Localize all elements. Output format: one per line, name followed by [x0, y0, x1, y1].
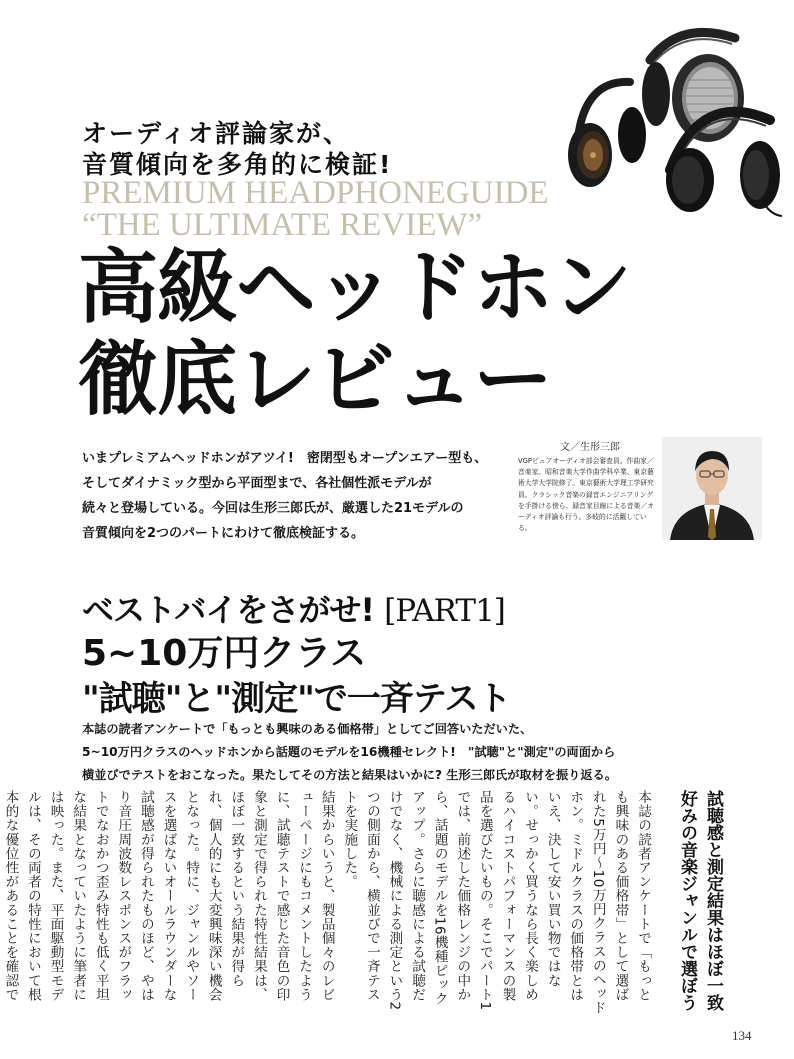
author-byline: 文／生形三郎	[560, 442, 620, 453]
english-title-line-2: “THE ULTIMATE REVIEW”	[82, 207, 483, 243]
intro-paragraph	[82, 446, 512, 546]
subtitle-line: 本誌の読者アンケートで「もっとも興味のある価格帯」としてご回答いただいた、	[82, 722, 533, 736]
article-heading	[666, 790, 726, 1020]
subtitle-line: 5~10万円クラスのヘッドホンから話題のモデルを16機種セレクト! "試聴"と"測定"の両面から	[82, 745, 616, 759]
intro-line: 音質傾向を2つのパートにわけて徹底検証する。	[82, 526, 365, 541]
article-paragraph: 結果からいうと、製品個々のレビューページにもコメントしたように、試聴テストで感じた音色の印象と測定で得られた特性結果は、ほぼ一致するという結果が得られ、個人的にも大変興味深い機会となった。特に、ジャンルやソースを選ばないオールラウンダーな試聴感が得られたものほど、やはり音圧周波数レスポンスがフラットでなおかつ歪み特性も低く平坦な結果となっていたように筆者には映った。また、平面駆動型モデルは、その両者の特性において根本的な優位性があることを確認で	[2, 790, 335, 1002]
closed-headphone-illustration	[568, 82, 646, 187]
lead-line-2: 音質傾向を多角的に検証!	[82, 150, 393, 179]
lead-line-1: オーディオ評論家が、	[82, 119, 351, 148]
article-heading-line: 試聴感と測定結果はほぼ一致	[703, 790, 723, 1011]
article-body	[2, 790, 654, 1015]
article-heading-line: 好みの音楽ジャンルで選ぼう	[677, 790, 697, 1011]
intro-line: 続々と登場している。今回は生形三郎氏が、厳選した21モデルの	[82, 501, 464, 516]
author-bio: VGPピュアオーディオ部会審査員。作曲家／音楽家。昭和音楽大学作曲学科卒業、東京藝術大学大学院修了。東京藝術大学理工学研究員。クラシック音楽の録音エンジニアリングを手掛ける傍ら、録音家目線による音楽／オーディオ評論も行う。多岐的に活躍している。	[518, 457, 654, 533]
intro-line: そしてダイナミック型から平面型まで、各社個性派モデルが	[82, 476, 432, 491]
section-title-line-1	[82, 590, 505, 631]
intro-line: いまプレミアムヘッドホンがアツイ! 密閉型もオープンエアー型も、	[82, 451, 488, 466]
section-title-line-2: 5~10万円クラス	[82, 633, 367, 674]
subtitle-line: 横並びでテストをおこなった。果たしてその方法と結果はいかに? 生形三郎氏が取材を振り返る。	[82, 768, 617, 782]
article-paragraph: 本誌の読者アンケートで「もっとも興味のある価格帯」として選ばれた5万円～10万円クラスのヘッドホン。ミドルクラスの価格帯とはいえ、決して安い買い物ではない。せっかく買うなら長く楽しめるハイコストパフォーマンスの製品を選びたいもの。そこでパート1では、前述した価格レンジの中から、話題のモデルを16機種ピックアップ。さらに聴感による試聴だけでなく、機械による測定という2つの側面から、横並びで一斉テストを実施した。	[341, 790, 651, 1015]
main-title-line-2: 徹底レビュー	[78, 332, 552, 426]
section-title-line-3: "試聴"と"測定"で一斉テスト	[82, 679, 511, 719]
page-number: 134	[732, 1028, 752, 1043]
section-subtitle	[82, 718, 722, 787]
part-label: [PART1]	[384, 593, 505, 629]
english-title-line-1: PREMIUM HEADPHONEGUIDE	[82, 175, 549, 211]
headphones-image	[560, 20, 785, 220]
author-photo	[662, 437, 762, 540]
section-title-main: ベストバイをさがせ!	[82, 591, 374, 629]
main-title-line-1: 高級ヘッドホン	[78, 240, 631, 334]
